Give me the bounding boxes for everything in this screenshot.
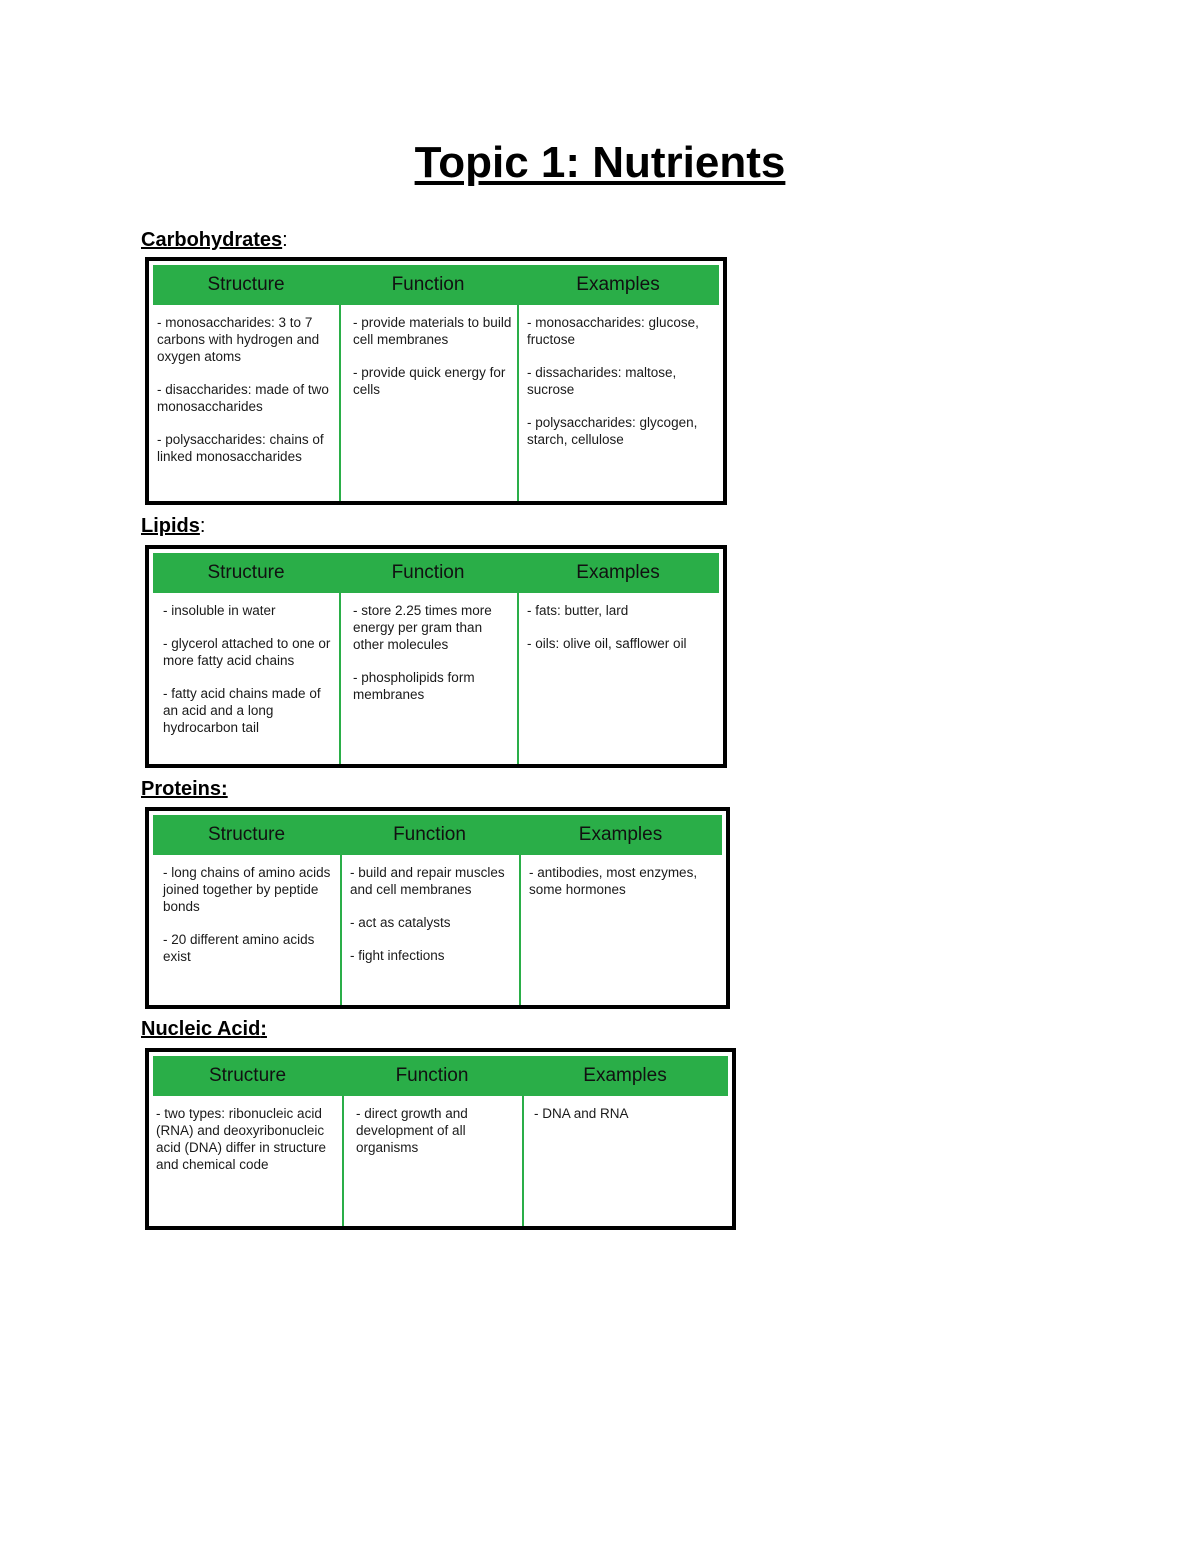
- section-label-colon: :: [260, 1018, 267, 1040]
- cell-text: - fats: butter, lard: [527, 603, 629, 618]
- cell-text: - 20 different amino acids exist: [163, 932, 315, 964]
- cell-structure: [153, 1096, 342, 1226]
- section-label-text: Nucleic Acid: [141, 1018, 261, 1040]
- lipids-table: [145, 545, 727, 768]
- cell-text: - phospholipids form membranes: [353, 670, 475, 702]
- cell-text: - polysaccharides: chains of linked monosaccharides: [157, 432, 324, 464]
- header-structure: Structure: [207, 824, 286, 845]
- cell-examples: [519, 855, 722, 1005]
- cell-text: - dissacharides: maltose, sucrose: [527, 365, 677, 397]
- cell-function: [342, 1096, 522, 1226]
- cell-examples: [517, 305, 719, 501]
- header-examples: Examples: [578, 824, 663, 845]
- cell-function: [340, 855, 519, 1005]
- table-body-row: [153, 855, 722, 1005]
- cell-structure: [153, 305, 339, 501]
- section-label-proteins: [141, 778, 228, 801]
- header-function: Function: [395, 1065, 469, 1086]
- header-function: Function: [391, 562, 465, 583]
- header-examples: Examples: [576, 274, 660, 295]
- cell-text: - oils: olive oil, safflower oil: [527, 636, 687, 651]
- section-label-carbohydrates: [141, 229, 288, 252]
- table-header-row: [153, 815, 722, 855]
- section-label-colon: :: [199, 515, 206, 537]
- header-structure: Structure: [207, 562, 285, 583]
- cell-text: - fight infections: [350, 948, 445, 963]
- section-label-colon: :: [282, 229, 288, 251]
- cell-text: - DNA and RNA: [534, 1106, 629, 1121]
- table-header-row: [153, 265, 719, 305]
- header-examples: Examples: [576, 562, 660, 583]
- cell-text: - disaccharides: made of two monosaccharides: [157, 382, 329, 414]
- cell-function: [339, 593, 517, 764]
- header-examples: Examples: [583, 1065, 667, 1086]
- cell-structure: [153, 855, 340, 1005]
- section-label-text: Carbohydrates: [141, 229, 283, 251]
- cell-structure: [153, 593, 339, 764]
- table-body-row: [153, 593, 719, 764]
- header-structure: Structure: [207, 274, 285, 295]
- table-header-row: [153, 1056, 728, 1096]
- cell-text: - monosaccharides: 3 to 7 carbons with hydrogen and oxygen atoms: [157, 315, 320, 364]
- cell-text: - monosaccharides: glucose, fructose: [527, 315, 699, 347]
- cell-examples: [517, 593, 719, 764]
- header-function: Function: [393, 824, 466, 845]
- carbohydrates-table: [145, 257, 727, 505]
- header-function: Function: [391, 274, 465, 295]
- section-label-lipids: [141, 515, 205, 538]
- section-label-text: Lipids: [141, 515, 200, 537]
- cell-text: - glycerol attached to one or more fatty acid chains: [163, 636, 331, 668]
- section-label-nucleic-acid: [141, 1018, 267, 1041]
- cell-text: - polysaccharides: glycogen, starch, cellulose: [527, 415, 698, 447]
- cell-text: - build and repair muscles and cell membranes: [350, 865, 505, 897]
- cell-text: - long chains of amino acids joined together by peptide bonds: [163, 865, 331, 914]
- cell-examples: [522, 1096, 728, 1226]
- cell-text: - provide materials to build cell membranes: [353, 315, 512, 347]
- header-structure: Structure: [208, 1065, 287, 1086]
- table-body-row: [153, 305, 719, 501]
- cell-text: - store 2.25 times more energy per gram than other molecules: [353, 603, 492, 652]
- page-title: Topic 1: Nutrients: [414, 138, 786, 187]
- table-body-row: [153, 1096, 728, 1226]
- table-header-row: [153, 553, 719, 593]
- proteins-table: [145, 807, 730, 1009]
- cell-text: - fatty acid chains made of an acid and a long hydrocarbon tail: [163, 686, 321, 735]
- cell-text: - two types: ribonucleic acid (RNA) and deoxyribonucleic acid (DNA) differ in structure and chemical code: [156, 1106, 327, 1172]
- nucleic-acid-table: [145, 1048, 736, 1230]
- cell-text: - direct growth and development of all organisms: [356, 1106, 468, 1155]
- section-label-text: Proteins: [141, 778, 222, 800]
- cell-text: - act as catalysts: [350, 915, 451, 930]
- cell-function: [339, 305, 517, 501]
- cell-text: - antibodies, most enzymes, some hormones: [529, 865, 698, 897]
- section-label-colon: :: [221, 778, 228, 800]
- cell-text: - insoluble in water: [163, 603, 276, 618]
- cell-text: - provide quick energy for cells: [353, 365, 506, 397]
